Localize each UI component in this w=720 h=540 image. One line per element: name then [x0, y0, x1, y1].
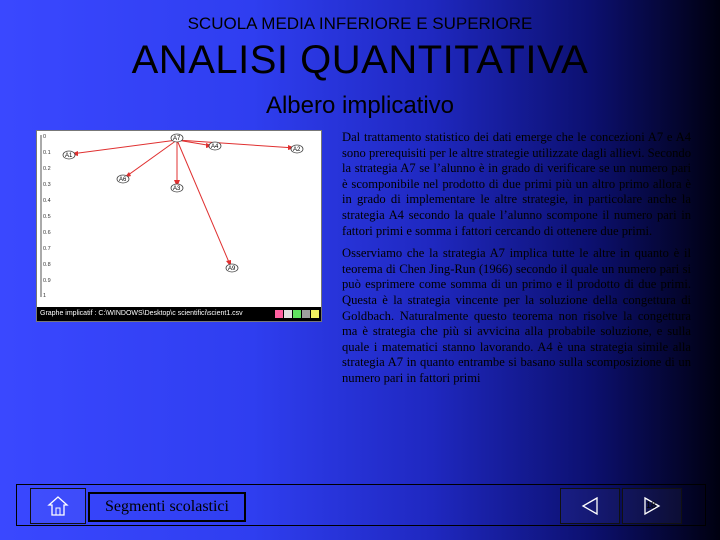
node-a1 — [63, 151, 75, 159]
node-a4 — [209, 142, 221, 150]
paragraph-1: Dal trattamento statistico dei dati emerge che le concezioni A7 e A4 sono prerequisiti per le altre strategie utilizzate dagli allievi. Secondo la strategia A7 se l’alunno è in grado di verificare se un numero pari è scomponibile nel prodotto di due primi più un altro primo allora è in grado di implementare le altre strategie, in particolare anche la strategia A4 secondo la quale l’alunno scompone il numero pari in fattori primi e somma i fattori cercando di ottenere due primi. — [342, 130, 692, 238]
header-subtitle: SCUOLA MEDIA INFERIORE E SUPERIORE — [187, 14, 533, 33]
graph-status-text: Graphe implicatif : C:\WINDOWS\Desktop\c scientifici\scient1.csv — [40, 310, 243, 317]
node-a2 — [291, 145, 303, 153]
home-icon — [47, 495, 69, 517]
axis-tick: 0.1 — [43, 150, 51, 156]
axis-tick: 0.5 — [43, 214, 51, 220]
axis-tick: 0.2 — [43, 166, 51, 172]
page-title: ANALISI QUANTITATIVA — [131, 38, 589, 82]
axis-tick: 0.9 — [43, 278, 51, 284]
swatch — [311, 310, 319, 318]
segmenti-scolastici-button[interactable]: Segmenti scolastici — [88, 492, 246, 522]
previous-slide-button[interactable] — [560, 488, 620, 524]
home-button[interactable] — [30, 488, 86, 524]
node-a9 — [226, 264, 238, 272]
axis-tick: 0.4 — [43, 198, 51, 204]
paragraph-2: Osserviamo che la strategia A7 implica tutte le altre in quanto è il teorema di Chen Jing-Run (1966) secondo il quale un numero pari si può esprimere come somma di un primo e il prodotto di due primi. Questa è la strategia vincente per la soluzione della congettura di Goldbach. Naturalmente questo teorema non risolve la congettura ma è strategia che più si avvicina alla probabile soluzione, e sulla quale i matematici stanno lavorando. A4 è una strategia simile alla strategia A7 in quanto entrambe si basano sulla scomposizione di un numero pari in fattori primi — [342, 246, 691, 385]
svg-text:A3: A3 — [173, 186, 181, 192]
axis-tick: 0.3 — [43, 182, 51, 188]
node-a6 — [117, 175, 129, 183]
svg-text:A2: A2 — [293, 147, 301, 153]
implicative-tree-graph — [36, 130, 322, 322]
arrow-left-icon — [579, 495, 601, 517]
page-number: 18 — [646, 500, 657, 510]
axis-tick: 0.7 — [43, 246, 51, 252]
swatch — [302, 310, 310, 318]
edge-a7-a2 — [177, 140, 295, 148]
svg-text:A7: A7 — [173, 136, 181, 142]
node-a3 — [171, 184, 183, 192]
svg-text:A1: A1 — [65, 153, 73, 159]
status-swatches — [275, 310, 319, 318]
axis-tick: 1 — [43, 293, 47, 299]
axis-tick: 0.8 — [43, 262, 51, 268]
swatch — [293, 310, 301, 318]
section-title: Albero implicativo — [265, 92, 455, 119]
graph-status-bar — [37, 307, 321, 321]
svg-text:A4: A4 — [211, 144, 219, 150]
graph-canvas — [37, 131, 321, 307]
svg-text:A9: A9 — [228, 266, 236, 272]
body-text — [342, 130, 691, 394]
axis-tick: 0.6 — [43, 230, 51, 236]
svg-text:A6: A6 — [119, 177, 127, 183]
swatch — [284, 310, 292, 318]
swatch — [275, 310, 283, 318]
edge-a7-a9 — [177, 140, 231, 267]
node-a7 — [171, 134, 183, 142]
axis-tick: 0 — [43, 134, 47, 140]
